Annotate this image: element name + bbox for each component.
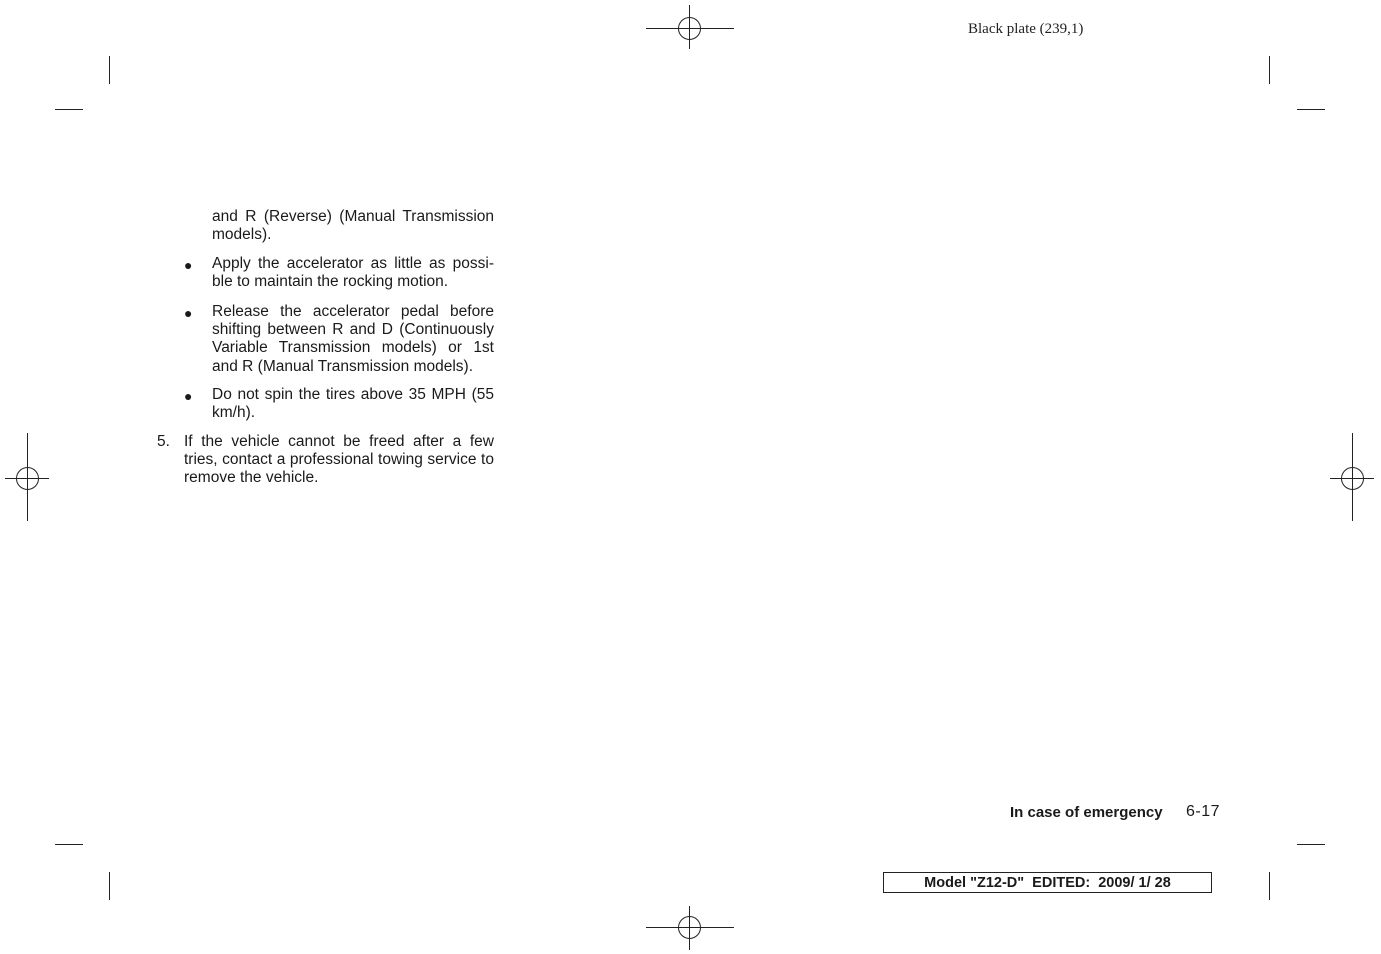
continuation-text: and R (Reverse) (Manual Transmission models). — [212, 208, 494, 244]
list-item: Apply the accelerator as little as possi-ble to maintain the rocking motion. — [212, 255, 494, 291]
bullet-icon: ● — [184, 305, 193, 321]
model-stamp: Model "Z12-D" EDITED: 2009/ 1/ 28 — [883, 872, 1212, 893]
list-item: Release the accelerator pedal before shifting between R and D (Continuously Variable Transmission models) or 1st and R (Manual Transmission models). — [212, 303, 494, 375]
step-text: If the vehicle cannot be freed after a few tries, contact a professional towing service to remove the vehicle. — [184, 433, 494, 487]
section-title: In case of emergency — [1010, 804, 1163, 821]
bullet-icon: ● — [184, 388, 193, 404]
bullet-icon: ● — [184, 257, 193, 273]
plate-label: Black plate (239,1) — [968, 21, 1084, 37]
list-item: Do not spin the tires above 35 MPH (55 km/h). — [212, 386, 494, 422]
step-number: 5. — [157, 433, 170, 450]
page-number: 6-17 — [1186, 803, 1221, 820]
